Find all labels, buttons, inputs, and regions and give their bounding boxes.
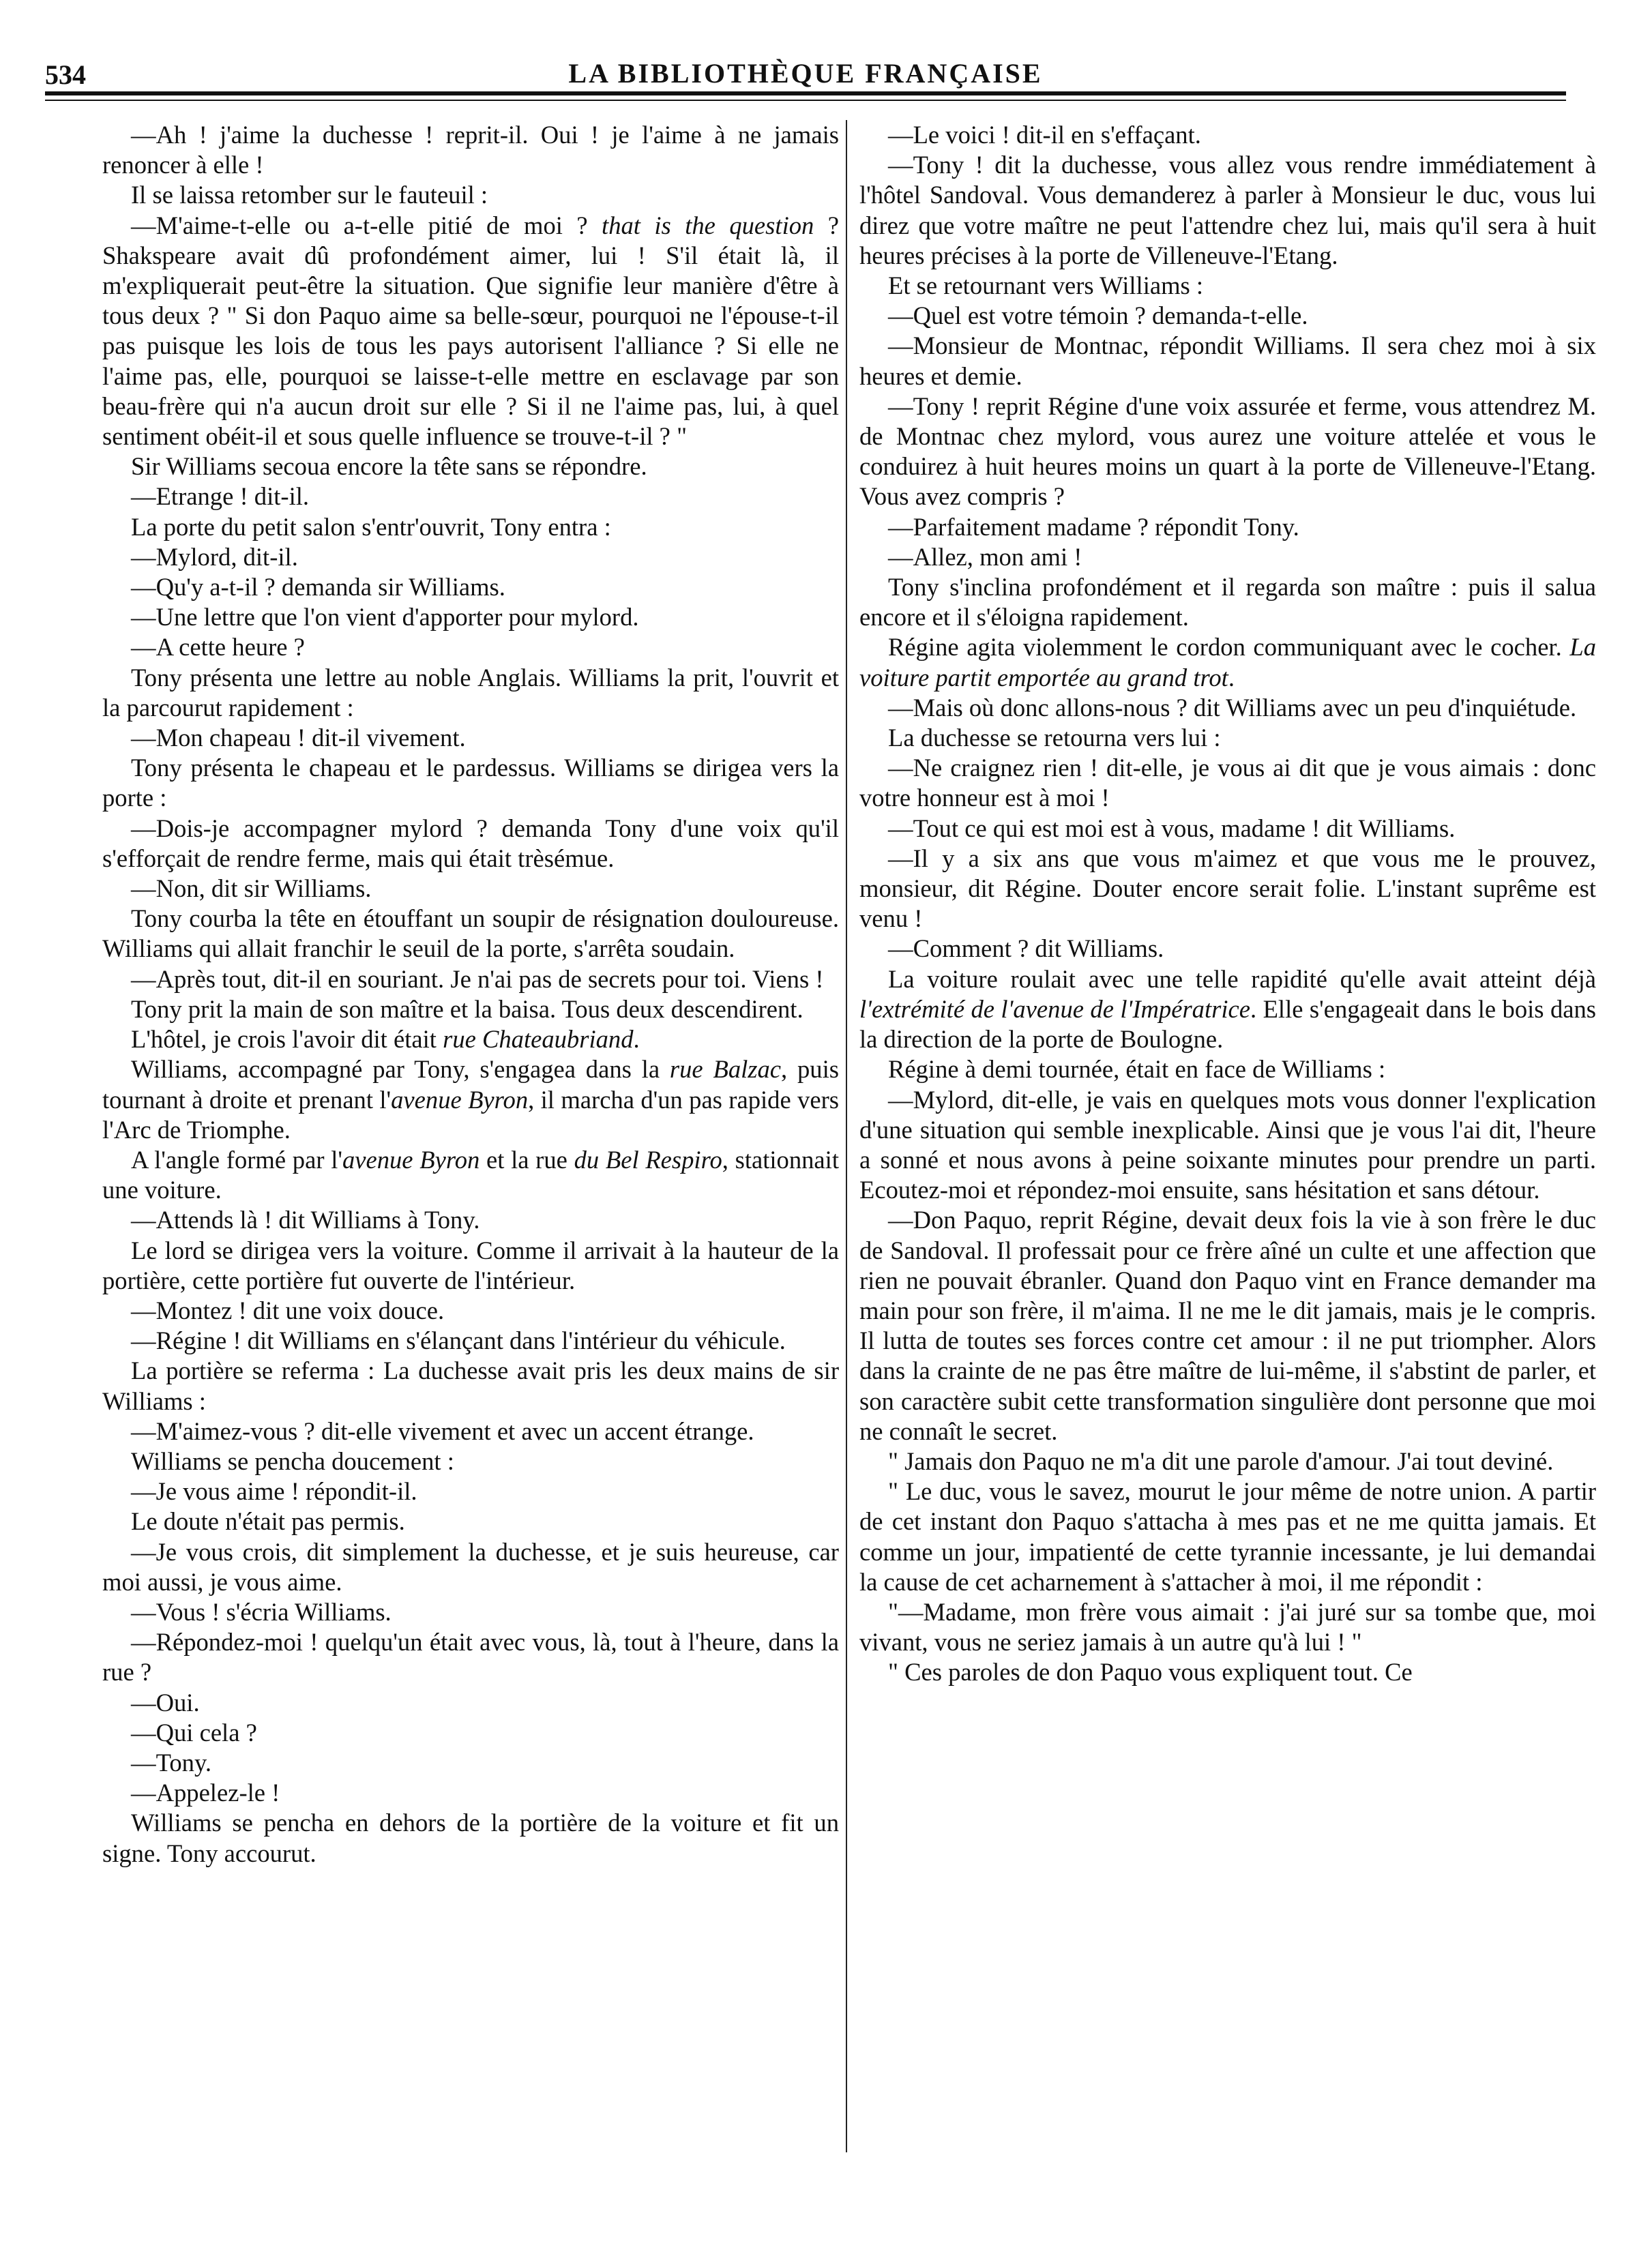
left-column bbox=[102, 120, 839, 1869]
paragraph: —Ah ! j'aime la duchesse ! reprit-il. Oui ! je l'aime à ne jamais renoncer à elle ! bbox=[102, 121, 839, 179]
paragraph: —Monsieur de Montnac, répondit Williams. Il sera chez moi à six heures et demie. bbox=[859, 331, 1596, 390]
paragraph: Williams se pencha en dehors de la portière de la voiture et fit un signe. Tony accourut. bbox=[102, 1809, 839, 1867]
paragraph: —Etrange ! dit-il. bbox=[131, 482, 310, 511]
paragraph: —Tout ce qui est moi est à vous, madame ! dit Williams. bbox=[888, 814, 1456, 842]
text-run: ? Shakspeare avait dû profondément aimer, lui ! S'il était là, il m'expliquerait peut-être la situation. Que signifie leur manière d'être à tous deux ? " Si don Paquo aime sa belle-sœur, pourquoi ne l'épouse-t-il pas puisque les lois de tous les pays autorisent l'alliance ? Si elle ne l'aime pas, elle, pourquoi se laisse-t-elle mettre en esclavage par son beau-frère qui n'a aucun droit sur elle ? Si il ne l'aime pas, lui, à quel sentiment obéit-il et sous quelle influence se trouve-t-il ? " bbox=[102, 211, 839, 451]
text-run: , stationnait une voiture. bbox=[102, 1145, 839, 1204]
italic-text: l'extrémité de l'avenue de l'Impératrice bbox=[859, 994, 1251, 1023]
italic-text: rue Chateaubriand bbox=[443, 1025, 634, 1054]
text-run: —M'aime-t-elle ou a-t-elle pitié de moi ? bbox=[131, 211, 602, 239]
text-run: . bbox=[633, 1025, 640, 1054]
paragraph: —Non, dit sir Williams. bbox=[131, 874, 372, 903]
text-run: L'hôtel, je crois l'avoir dit était bbox=[131, 1025, 443, 1054]
paragraph: —Oui. bbox=[131, 1688, 200, 1717]
paragraph: —Mylord, dit-elle, je vais en quelques mots vous donner l'explication d'une situation qui semble inexplicable. Ainsi que je vous l'ai dit, l'heure a sonné et nous avons à peine soixante minutes pour prendre un parti. Ecoutez-moi et répondez-moi ensuite, sans hésitation et sans détour. bbox=[859, 1085, 1596, 1204]
paragraph: La portière se referma : La duchesse avait pris les deux mains de sir Williams : bbox=[102, 1356, 839, 1415]
paragraph: —Vous ! s'écria Williams. bbox=[131, 1597, 392, 1626]
paragraph: —Tony. bbox=[131, 1748, 212, 1777]
paragraph: "—Madame, mon frère vous aimait : j'ai juré sur sa tombe que, moi vivant, vous ne seriez jamais à un autre qu'à lui ! " bbox=[859, 1597, 1596, 1657]
paragraph: —Don Paquo, reprit Régine, devait deux fois la vie à son frère le duc de Sandoval. Il professait pour ce frère aîné un culte et une affection que rien ne pouvait ébranler. Quand don Paquo vint en France demander ma main pour son frère, il m'aima. Il ne me le dit jamais, mais je le compris. Il lutta de toutes ses forces contre cet amour : il ne put triompher. Alors dans la crainte de ne pas être maître de lui-même, il s'abstint de parler, et son caractère subit cette transformation singulière dont personne que moi ne connaît le secret. bbox=[859, 1206, 1596, 1445]
text-run: . Elle s'engageait dans le bois dans la direction de la porte de Boulogne. bbox=[859, 994, 1596, 1054]
text-run: Williams, accompagné par Tony, s'engagea dans la bbox=[131, 1055, 670, 1084]
paragraph: —Régine ! dit Williams en s'élançant dans l'intérieur du véhicule. bbox=[131, 1326, 786, 1355]
text-run: et la rue bbox=[480, 1145, 574, 1174]
paragraph bbox=[102, 1024, 839, 1054]
paragraph: —Après tout, dit-il en souriant. Je n'ai pas de secrets pour toi. Viens ! bbox=[131, 964, 824, 993]
italic-text: that is the question bbox=[602, 211, 814, 239]
italic-text: avenue Byron bbox=[342, 1145, 480, 1174]
paragraph: Tony s'inclina profondément et il regarda son maître : puis il salua encore et il s'éloigna rapidement. bbox=[859, 573, 1596, 632]
paragraph: Tony présenta le chapeau et le pardessus. Williams se dirigea vers la porte : bbox=[102, 754, 839, 812]
paragraph bbox=[102, 1054, 839, 1145]
paragraph: —Allez, mon ami ! bbox=[888, 542, 1082, 571]
text-run: , il marcha d'un pas rapide vers l'Arc de Triomphe. bbox=[102, 1085, 839, 1144]
paragraph: —Parfaitement madame ? répondit Tony. bbox=[888, 512, 1299, 541]
paragraph: —Une lettre que l'on vient d'apporter pour mylord. bbox=[131, 603, 639, 632]
paragraph bbox=[859, 632, 1596, 692]
paragraph: —Répondez-moi ! quelqu'un était avec vous, là, tout à l'heure, dans la rue ? bbox=[102, 1628, 839, 1687]
paragraph: —Mon chapeau ! dit-il vivement. bbox=[131, 724, 466, 752]
text-run: . bbox=[1228, 663, 1235, 692]
paragraph bbox=[102, 1145, 839, 1205]
paragraph bbox=[859, 964, 1596, 1055]
paragraph: —Dois-je accompagner mylord ? demanda Tony d'une voix qu'il s'efforçait de rendre ferme, mais qui était trèsémue. bbox=[102, 814, 839, 872]
paragraph: Williams se pencha doucement : bbox=[131, 1446, 454, 1475]
paragraph: —Qui cela ? bbox=[131, 1718, 257, 1747]
paragraph: Tony présenta une lettre au noble Anglais. Williams la prit, l'ouvrit et la parcourut rapidement : bbox=[102, 663, 839, 722]
text-run: Régine agita violemment le cordon communiquant avec le cocher. bbox=[888, 633, 1570, 662]
text-run: , puis tournant à droite et prenant l' bbox=[102, 1055, 839, 1114]
paragraph: —M'aimez-vous ? dit-elle vivement et avec un accent étrange. bbox=[131, 1416, 754, 1445]
paragraph: —Je vous aime ! répondit-il. bbox=[131, 1477, 417, 1506]
text-run: A l'angle formé par l' bbox=[131, 1145, 342, 1174]
paragraph: La duchesse se retourna vers lui : bbox=[888, 724, 1221, 752]
paragraph: —Montez ! dit une voix douce. bbox=[131, 1296, 445, 1324]
paragraph: —Attends là ! dit Williams à Tony. bbox=[131, 1206, 480, 1234]
text-run: La voiture roulait avec une telle rapidité qu'elle avait atteint déjà bbox=[888, 964, 1596, 993]
paragraph: La porte du petit salon s'entr'ouvrit, Tony entra : bbox=[131, 512, 611, 541]
header-rule-thick bbox=[45, 91, 1566, 95]
paragraph: Régine à demi tournée, était en face de Williams : bbox=[888, 1055, 1386, 1084]
paragraph: Le lord se dirigea vers la voiture. Comme il arrivait à la hauteur de la portière, cette portière fut ouverte de l'intérieur. bbox=[102, 1236, 839, 1294]
paragraph bbox=[102, 211, 839, 452]
paragraph: —Le voici ! dit-il en s'effaçant. bbox=[888, 121, 1201, 149]
page-header bbox=[45, 52, 1566, 93]
italic-text: La voiture partit emportée au grand trot bbox=[859, 633, 1596, 692]
paragraph: —Tony ! dit la duchesse, vous allez vous rendre immédiatement à l'hôtel Sandoval. Vous demanderez à parler à Monsieur le duc, vous lui direz que votre maître ne peut l'attendre chez lui, mais qu'il sera à huit heures précises à la porte de Villeneuve-l'Etang. bbox=[859, 151, 1596, 269]
paragraph: Il se laissa retomber sur le fauteuil : bbox=[131, 181, 488, 209]
paragraph: —Quel est votre témoin ? demanda-t-elle. bbox=[888, 301, 1308, 330]
paragraph: Tony prit la main de son maître et la baisa. Tous deux descendirent. bbox=[131, 994, 803, 1023]
paragraph: —Mais où donc allons-nous ? dit Williams avec un peu d'inquiétude. bbox=[888, 693, 1577, 722]
paragraph: —Qu'y a-t-il ? demanda sir Williams. bbox=[131, 573, 505, 602]
right-column bbox=[859, 120, 1596, 1688]
paragraph: " Ces paroles de don Paquo vous expliquent tout. Ce bbox=[888, 1658, 1413, 1687]
header-rule-thin bbox=[45, 100, 1566, 101]
paragraph: —Comment ? dit Williams. bbox=[888, 934, 1164, 963]
page-number: 534 bbox=[45, 59, 86, 90]
paragraph: —Il y a six ans que vous m'aimez et que vous me le prouvez, monsieur, dit Régine. Douter encore serait folie. L'instant suprême est venu ! bbox=[859, 844, 1596, 933]
paragraph: —Ne craignez rien ! dit-elle, je vous ai dit que je vous aimais : donc votre honneur est à moi ! bbox=[859, 754, 1596, 812]
italic-text: du Bel Respiro bbox=[574, 1145, 722, 1174]
italic-text: avenue Byron bbox=[391, 1085, 529, 1114]
paragraph: —A cette heure ? bbox=[131, 633, 305, 662]
paragraph: Et se retournant vers Williams : bbox=[888, 271, 1204, 300]
paragraph: Tony courba la tête en étouffant un soupir de résignation douloureuse. Williams qui allait franchir le seuil de la porte, s'arrêta soudain. bbox=[102, 904, 839, 963]
paragraph: —Tony ! reprit Régine d'une voix assurée et ferme, vous attendrez M. de Montnac chez mylord, vous aurez une voiture attelée et vous le conduirez à huit heures moins un quart à la porte de Villeneuve-l'Etang. Vous avez compris ? bbox=[859, 391, 1596, 511]
italic-text: rue Balzac bbox=[669, 1055, 782, 1084]
paragraph: —Appelez-le ! bbox=[131, 1779, 280, 1807]
paragraph: " Jamais don Paquo ne m'a dit une parole d'amour. J'ai tout deviné. bbox=[888, 1446, 1554, 1475]
paragraph: —Mylord, dit-il. bbox=[131, 542, 298, 571]
paragraph: " Le duc, vous le savez, mourut le jour même de notre union. A partir de cet instant don Paquo s'attacha à mes pas et ne me quitta jamais. Et comme un jour, impatienté de cette tyrannie incessante, je lui demandai la cause de cet acharnement à s'attacher à moi, il me répondit : bbox=[859, 1477, 1596, 1596]
paragraph: Le doute n'était pas permis. bbox=[131, 1507, 405, 1536]
running-title: LA BIBLIOTHÈQUE FRANÇAISE bbox=[568, 58, 1043, 89]
paragraph: Sir Williams secoua encore la tête sans se répondre. bbox=[131, 452, 647, 481]
column-divider bbox=[846, 120, 847, 2152]
paragraph: —Je vous crois, dit simplement la duchesse, et je suis heureuse, car moi aussi, je vous aime. bbox=[102, 1537, 839, 1596]
